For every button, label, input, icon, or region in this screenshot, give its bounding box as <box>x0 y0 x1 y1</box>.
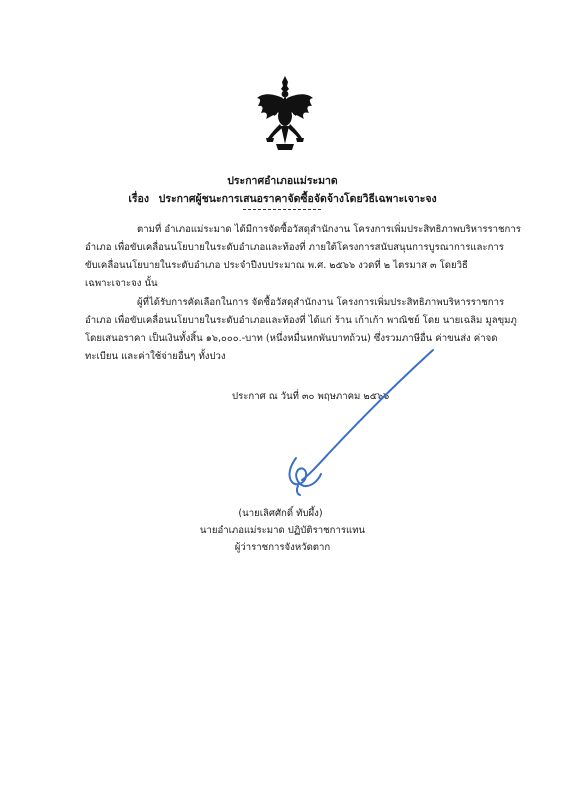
paragraph-1-line: อำเภอ เพื่อขับเคลื่อนนโยบายในระดับอำเภอและท้องที่ ภายใต้โครงการสนับสนุนการบูรณาการและการ <box>85 242 504 253</box>
garuda-emblem-icon <box>254 74 316 152</box>
signer-governor: ผู้ว่าราชการจังหวัดตาก <box>234 542 331 553</box>
announcement-subject <box>0 190 565 207</box>
subject-label: เรื่อง <box>128 193 149 205</box>
announcement-title: ประกาศอำเภอแม่ระมาด <box>227 175 338 187</box>
paragraph-2-line: อำเภอ เพื่อขับเคลื่อนนโยบายในระดับอำเภอและท้องที่ ได้แก่ ร้าน เก้าเก้า พาณิชย์ โดย นายเฉลิม มูลขุมภู <box>85 315 517 326</box>
paragraph-2 <box>85 294 515 366</box>
signer-position: นายอำเภอแม่ระมาด ปฏิบัติราชการแทน <box>199 525 366 536</box>
paragraph-1-line: เฉพาะเจาะจง นั้น <box>85 278 158 289</box>
subject-text: ประกาศผู้ชนะการเสนอราคาจัดซื้อจัดจ้างโดยวิธีเฉพาะเจาะจง <box>158 193 437 205</box>
paragraph-2-line: ทะเบียน และค่าใช้จ่ายอื่นๆ ทั้งปวง <box>85 351 226 362</box>
signer-name: (นายเลิศศักดิ์ ทับผึ้ง) <box>238 508 323 519</box>
separator-line <box>243 209 321 210</box>
announcement-date: ประกาศ ณ วันที่ ๓๐ พฤษภาคม ๒๕๖๖ <box>232 391 390 402</box>
paragraph-1-line: ตามที่ อำเภอแม่ระมาด ได้มีการจัดซื้อวัสดุสำนักงาน โครงการเพิ่มประสิทธิภาพบริหารราชการ <box>137 224 521 235</box>
signer-block <box>0 505 565 556</box>
paragraph-1 <box>85 221 521 293</box>
paragraph-1-line: ขับเคลื่อนนโยบายในระดับอำเภอ ประจำปีงบประมาณ พ.ศ. ๒๕๖๖ งวดที่ ๒ ไตรมาส ๓ โดยวิธี <box>85 260 468 271</box>
paragraph-2-line: ผู้ที่ได้รับการคัดเลือกในการ จัดซื้อวัสดุสำนักงาน โครงการเพิ่มประสิทธิภาพบริหารราชการ <box>137 297 505 308</box>
paragraph-2-line: โดยเสนอราคา เป็นเงินทั้งสิ้น ๑๖,๐๐๐.-บาท (หนึ่งหมื่นหกพันบาทถ้วน) ซึ่งรวมภาษีอื่น ค่าขนส่ง ค่าจด <box>85 333 498 344</box>
